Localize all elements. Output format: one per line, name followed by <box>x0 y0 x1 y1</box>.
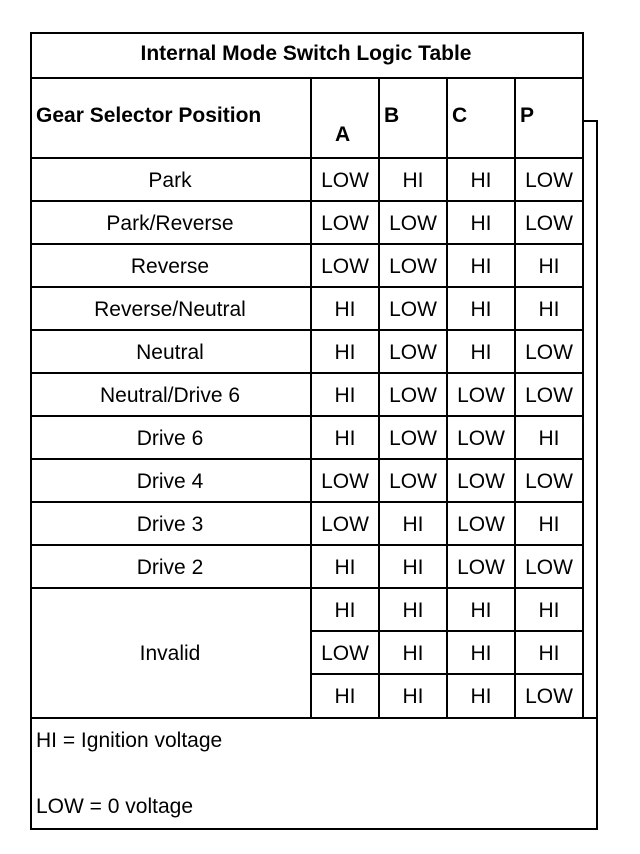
table-title: Internal Mode Switch Logic Table <box>140 42 472 65</box>
gear-position-label: Neutral <box>136 341 204 364</box>
signal-value: LOW <box>525 341 573 364</box>
gear-position-label: Neutral/Drive 6 <box>99 384 241 407</box>
signal-value: LOW <box>389 212 437 235</box>
row-separator <box>30 458 584 460</box>
signal-value: LOW <box>525 470 573 493</box>
gear-position-label: Drive 3 <box>136 513 204 536</box>
legend-hi: HI = Ignition voltage <box>36 729 223 752</box>
signal-value: HI <box>334 427 356 450</box>
signal-value: HI <box>470 212 492 235</box>
signal-value: HI <box>470 599 492 622</box>
signal-value: LOW <box>525 685 573 708</box>
signal-value: HI <box>402 169 424 192</box>
gear-position-label: Drive 6 <box>136 427 204 450</box>
signal-value: HI <box>538 513 560 536</box>
signal-value: HI <box>470 255 492 278</box>
invalid-row-separator <box>310 630 584 632</box>
row-separator <box>30 501 584 503</box>
column-header-p: P <box>520 104 535 127</box>
signal-value: LOW <box>389 384 437 407</box>
gear-position-label: Reverse <box>130 255 210 278</box>
signal-value: HI <box>538 599 560 622</box>
signal-value: LOW <box>457 556 505 579</box>
signal-value: LOW <box>321 169 369 192</box>
row-separator <box>30 329 584 331</box>
signal-value: HI <box>470 341 492 364</box>
row-separator <box>30 587 584 589</box>
gear-position-label: Park <box>148 169 192 192</box>
signal-value: LOW <box>525 169 573 192</box>
title-underline <box>30 77 584 79</box>
gear-selector-header: Gear Selector Position <box>36 104 262 127</box>
signal-value: HI <box>334 298 356 321</box>
signal-value: LOW <box>321 212 369 235</box>
signal-value: HI <box>470 298 492 321</box>
frame-right-title <box>582 32 584 78</box>
column-header-a: A <box>335 123 351 146</box>
signal-value: HI <box>538 298 560 321</box>
gear-position-label: Drive 4 <box>136 470 204 493</box>
signal-value: HI <box>470 642 492 665</box>
signal-value: HI <box>334 341 356 364</box>
signal-value: HI <box>470 169 492 192</box>
invalid-row-separator <box>310 673 584 675</box>
signal-value: LOW <box>389 341 437 364</box>
signal-value: HI <box>334 685 356 708</box>
frame-right-tick <box>582 120 598 122</box>
signal-value: HI <box>334 384 356 407</box>
signal-value: HI <box>538 642 560 665</box>
invalid-label: Invalid <box>139 641 201 665</box>
body-bottom <box>30 717 598 719</box>
signal-value: LOW <box>457 513 505 536</box>
signal-value: HI <box>470 685 492 708</box>
row-separator <box>30 243 584 245</box>
column-header-b: B <box>384 104 400 127</box>
column-header-c: C <box>452 104 468 127</box>
gear-position-label: Drive 2 <box>136 556 204 579</box>
signal-value: HI <box>402 599 424 622</box>
frame-right-outer <box>596 120 598 830</box>
frame-bottom <box>30 828 598 830</box>
signal-value: LOW <box>321 513 369 536</box>
signal-value: LOW <box>321 470 369 493</box>
signal-value: HI <box>402 642 424 665</box>
signal-value: LOW <box>525 384 573 407</box>
row-separator <box>30 544 584 546</box>
signal-value: HI <box>334 599 356 622</box>
signal-value: HI <box>538 255 560 278</box>
signal-value: LOW <box>389 427 437 450</box>
signal-value: HI <box>538 427 560 450</box>
signal-value: LOW <box>389 255 437 278</box>
signal-value: LOW <box>457 384 505 407</box>
signal-value: HI <box>402 556 424 579</box>
header-underline <box>30 157 584 159</box>
signal-value: LOW <box>321 255 369 278</box>
frame-top <box>30 32 584 34</box>
signal-value: LOW <box>525 556 573 579</box>
gear-position-label: Reverse/Neutral <box>94 298 246 321</box>
row-separator <box>30 372 584 374</box>
legend-low: LOW = 0 voltage <box>36 795 193 818</box>
signal-value: HI <box>334 556 356 579</box>
gear-position-label: Park/Reverse <box>106 212 234 235</box>
signal-value: LOW <box>457 427 505 450</box>
signal-value: LOW <box>525 212 573 235</box>
signal-value: LOW <box>321 642 369 665</box>
row-separator <box>30 286 584 288</box>
signal-value: LOW <box>457 470 505 493</box>
row-separator <box>30 200 584 202</box>
signal-value: HI <box>402 513 424 536</box>
signal-value: HI <box>402 685 424 708</box>
row-separator <box>30 415 584 417</box>
signal-value: LOW <box>389 470 437 493</box>
signal-value: LOW <box>389 298 437 321</box>
